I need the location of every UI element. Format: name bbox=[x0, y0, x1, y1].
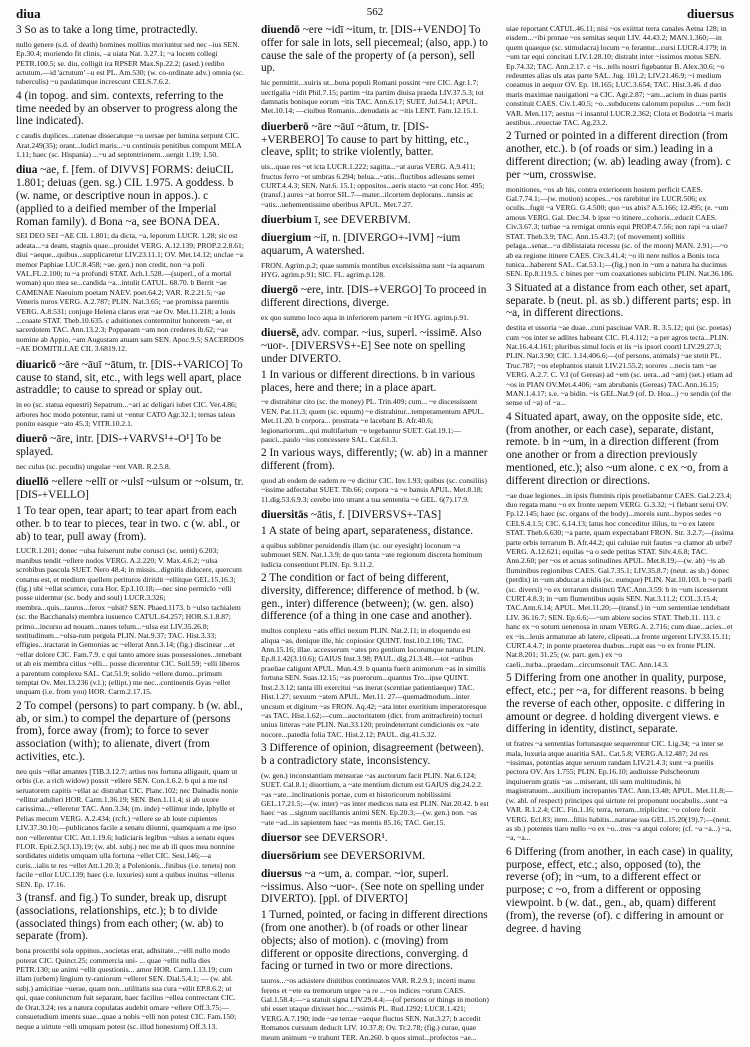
definition-text bbox=[16, 359, 244, 397]
headword: diuaricō bbox=[16, 358, 57, 371]
definition-text: 2 The condition or fact of being different, diversity, difference; difference of method. b (w. gen., inter) difference (between); (w. gen. also) difference (of a thing in one case and another). bbox=[261, 572, 480, 623]
headword: diuerō bbox=[16, 433, 48, 446]
definition-text: 1 To tear open, tear apart; to tear apart from each other. b to tear to pieces, tear in two. c (w. abl., or ab) to tear, pull away (from). bbox=[16, 504, 240, 543]
headword: diuerberō bbox=[261, 120, 309, 133]
definition-text bbox=[261, 509, 489, 522]
entry-body: ~āre ~āuī ~ātum, tr. [DIS-+VERBERO] To cause to part by hitting, etc., cleave, split; to strike violently, batter. bbox=[261, 120, 470, 159]
citation-block: a quibus sublitter peruidendis illam (sc. our eyesight) loconum ~a submouet SEN. Nat.1.3.9; de quo tanta ~ate regionum discreta hominum iudicia consentiunt PLIN. Ep. 9.11.2. bbox=[261, 540, 483, 569]
definition-text bbox=[261, 327, 489, 365]
definition-text bbox=[261, 868, 489, 906]
citation-block: quod ab eodem de eadem re ~e dicitur CIC. Inv.1.93; quibus (sc. consiliis) ~issime adfectabat SUET. Tib.66; corpora ~a ~e bansis APUL. Met.8.18; 11.dig.53.6.9.3; cerebo into utrant a tua sententia ~e GEL. 6(7).17.9. bbox=[261, 476, 487, 504]
entry-body: adv. compar. ~ius, superl. ~issimē. Also ~uor-. [DIVERSVS+-E] See note on spelling under DIVERTO. bbox=[261, 327, 482, 366]
entry-body: see DEVERSORIVM. bbox=[320, 849, 426, 862]
definition-text: 3 Situated at a distance from each other, set apart, separate. b (neut. pl. as sb.) different parts; esp. in ~a, in different directions. bbox=[506, 281, 732, 320]
dictionary-entry bbox=[261, 232, 489, 279]
dictionary-entry bbox=[261, 868, 489, 1042]
dictionary-entry bbox=[506, 24, 734, 935]
citation-block: (w. gen.) inconstantiam mensurae ~as auctorum facit PLIN. Nat.6.124; SUET. Cal.8.1; diuortium, a ~ate mentium dictum est GAIUS dig.24.2.2. ~as ~ate...inclinationis portae, cum et historicorum nobilissimi GEL.17.21.5;—(w. inter) ~as inter medicos nata est PLIN. Nat.20.42. b est haec ~as ...signum uacillantis animi SEN. Ep.20.3;—(w. gen.) non. ~as ~ate ~ad...in sapientem haec ~as mentis 85.16; TAC. Ger.15. bbox=[261, 770, 489, 827]
dictionary-entry bbox=[16, 164, 244, 353]
definition-text: 4 Situated apart, away, on the opposite side, etc. (from another, or each case), separate, distant, remote. b in ~um, in a direction different (from one another or from a direction previously mentioned, etc.); also ~um alone. c ex ~o, from a different direction or directions. bbox=[506, 410, 729, 487]
headword: diuendō bbox=[261, 24, 300, 36]
citation-block: ~ae duae legiones...in ipsis fluminis ripis proeliabantur CAES. Gal.2.23.4; duo regata manu ~o ex fronte uepem VERG. G.3.32; ~i flebant serui OV. Fp.12.145; haec (sc. organs of the body)...moreis sunt...bypos sedes ~o CELS.4.1.5; CIC. 6.14.13; latus hoc conceditur ililus, tu ~o ex latere STAT. Theb.6.630; ~a parte, quam expectabant FRON. Str. 3.2.7;—(issima parte orbis terrarum B. Afr.44.2; qui caluiae ruit fautus ~a clamor ab urbe? VERG. A.12.621; equilas ~a o sede petitas STAT. Silv.4.6.8; TAC. Ann.2.60; per ~os et acuas solitudines APUL. Met.8.19;—(w. ab) ~is ab fluminibus regionibus CAES. Gal.7.35.1; LIV.35.8.7; (neut. as sb.) donec (perdix) in ~um abducat a nidis (sc. eumque) PLIN. Nat.10.103. b ~o parli (sc. diversi) ~o ex terrarum distincti TAC.Ann.3.59. b in ~um iscesserunt CURT.4.8.3; in ~um flumentibus aquis SEN. Nat.3.11.2; COL.3.15.4; TAC.Ann.6.14; APUL. Met.11.20;—(transf.) in ~um sententiae tendebant LIV. 36.16.7; SEN. Ep.6.6;—~um abiere socios STAT. Theb.11. 113. c hanc ex ~o sotum uenenosa in unam VERG.A. 2.716; cum duae...acies...et ex ~is...leuis armaturae ab latere, clipeati...a fronte urgerent LIV.33.15.11; CURT.4.4.7; in ponte praeterea duabus...rupit eas ~o ex fronte PLIN. Nat.8.201; 31.25; (w. part. gen.) ex ~o caeli...turba...praedam...circumsonuit TAC. Ann.14.3. bbox=[506, 490, 734, 669]
dictionary-entry bbox=[261, 214, 489, 227]
left-running-head: diua bbox=[16, 6, 41, 21]
headword: diuerbium bbox=[261, 214, 312, 227]
headword: diuergō bbox=[261, 284, 299, 297]
citation-block: LUCR.1.201; donec ~ulsa fuiserunt nube corusci (sc. uenti) 6.203; manibus tendit ~ellere nodos VERG. A.2.220; V. Max.4.6.2; ~ulsa scrobibus pascula SUET. Nero 48.4; in missis...dignitis diducere, quercum conatus est, et medium quellem perituros diritdit ~ellitque GEL.15.16.3; (fig.) ubi ~ellat scumce, cura Hor. Ep.I.10.18;—nec sine permiclo ~elli posse uiderntur (sc. body and soul) LUCR.3.326; membra...quis...tauros...ferox ~ulsit? SEN. Phaed.1173. b ~ulso tachialem (sc. the Bacchanals) membra iusuenco CATUL.64.257; HOR.S.1.8.87; primo...incursu ad nouam...naues telum...~ulsa est LIV.35.26.8; testitudinum...~olsa-rum pergula PLIN. Nat.9.37; TAC. Hist.3.33; effigies...tractarat in Gemonias ac ~ellerat Ann.3.14; (fig.) discinear ...et ~ellar dolore CIC. Fam.7.9. c qui tanto amore suas possessiones...tenebant ut ab eis membra citius ~elli... posse dicerentur CIC. Sull.59; ~elli liberos a parentum complexu SAL. Cat.51.9; solido ~ellere dumo...primum temptat Ov. Met.13.236 (v.l.); (ellipt.) me nec...continentis Gyas ~ellet unquam (i.e. from you) HOR. Carm.2.17.15. bbox=[16, 546, 242, 697]
citation-block: bona proscribi sola oppinus...societas erat, adhsitate...~elli nullo modo poterat CIC. Quinct.25; commercia uni- ... quae ~ellit nulla dies PETR.130; ue animi ~ellit questionis... amor HOR. Carm.1.13.19; cum illam (urbem) lingium ty-raniorum ~elleret SEN. Dial.5.4.1; — (w. abl. subj.) amicitiae ~uerae, quam non...utilitatis sua cura ~ellit EP.8.6.2; ut qui, quae coniunctum fuit separant, haec facilius ~ellea contrectant CIC. de Orat.3.24; res a natura copulatas audebit ornare ~ellere Off.3.75;—consuetudium iments suae...quae a nobis ~elli non potest CIC. Fam.150; neque a uirtute ~elli umquam potest (sc. illud honestum) Off.3.13. bbox=[16, 946, 237, 1031]
dictionary-entry bbox=[16, 433, 244, 471]
definition-text: 5 Differing from one another in quality, purpose, effect, etc.; per ~a, for different reasons. b being the reverse of each other, opposite. c differing in amount or degree. d holding divergent views. e differing in identity, distinct, separate. bbox=[506, 672, 727, 736]
entry-body: ~a ~um, a. compar. ~ior, superl. ~issimus. Also ~uor-. (See note on spelling under DIVERTO). [ppl. of DIVERTO] bbox=[261, 867, 485, 906]
definition-text bbox=[261, 214, 489, 227]
definition-text bbox=[16, 476, 244, 502]
citation-block: hic permittit...xuiris ut...bona populi Romani possint ~ere CIC. Agr.1.7; uectigalia ~idit Phil.7.15; partim ~ita partim diuisa praeda LIV.37.5.3; tot damnatis bonisque eorum ~itis TAC. Ann.6.17; SUET. Jul.54.1; APUL. Met.10.14; —ciuibus Romanis...denudatis ac ~itis LENT. Fam.12.15.1. bbox=[261, 78, 484, 116]
definition-text: 2 In various ways, differently; (w. ab) in a manner different (from). bbox=[261, 447, 488, 473]
dictionary-entry bbox=[261, 327, 489, 504]
dictionary-entry bbox=[261, 509, 489, 827]
citation-block: ex quo summo loco aqua in inferiorem partem ~it HYG. agrim.p.91. bbox=[261, 313, 469, 323]
definition-text bbox=[261, 832, 489, 845]
headword: diuersus bbox=[261, 867, 302, 880]
definition-text bbox=[261, 121, 489, 159]
entry-body: ī, see DEVERBIVM. bbox=[311, 214, 411, 227]
citation-block: destita et ussoria ~ae duae...cuni pasciuae VAR. R. 3.5.12; qui (sc. poetas) cum ~os inter se adlites habeant CIC. Fl.4.112; ~a per agros tecta...PLIN. Nat.16.4.4.161; pluribus simul locis et iis ~is ipsori coortl LIV.29.27.3; PLIN. Nat.3.90; CIC. 1.14.406.6;—(of persons, animals) ~ae stetit PL. Truc.787; ~os elephantos statuit LIV.21.55.2; sorores ...necis tam ~ae VERG. A.2.7. C. V.I (of Gereas) ad ~em (sc. uera...ad ~am) (set.) etiam ad ~os in PIAN OV.Met.4.406; ~am abrubanis (Gereas) TAC.Ann.16.15; MAN.1.4.17; s.e. ~a bidin. ~is GEL.Nat.9 (of. D. Hoa...) ~o sendis (of the sense of ~a) of ~a... bbox=[506, 323, 733, 408]
citation-block: multos conplexu ~atis effici nexum PLIN. Nat.2.11; in eloquendo est aliqua ~as, denique ille, hic copiosior QUINT. Inst.10.2.106; TAC. Ann.15.16; illae. accesserum ~ates pro gentium locorumque natura PLIN. Ep.8.1.42(3.10.6); GAIUS Inst.3.98; PAUL. dig.21.3.48.—tot ~atibus praeliae caligunt APUL. Mun.4.9. b quanta fuerit animorum ~as in similis fortuna SEN. Suas.12.15; ~as puerorum...quantus Tro...ipse QUINT. Inst.2.3.12; tanta illi exercitui ~as inerat (scentiae patientiaeque) TAC. Hist.1.27; sexuum ~atem APUL. Met.11. 27—quemadmodum...inter uncsum et digitum ~as FRON. Aq.42; ~ata inter exeritium imperatoresque ~as TAC. Hist.1.62;—cum...auctoritatem (dict. from anitrachrein) tocturi unius litteras ~ate PLIN. Nat.33.120; proindeterrant condicionis ex ~ate nocore...patedla folia TAC. Hist.2.12; PAUL. dig.41.5.32. bbox=[261, 626, 487, 739]
definition-text bbox=[261, 232, 489, 258]
definition-text: 3 Difference of opinion, disagreement (between). b a contradictory state, inconsistency. bbox=[261, 742, 484, 767]
headword: diuellō bbox=[16, 476, 49, 489]
column-middle bbox=[261, 24, 489, 1047]
citation-block: uis...quae res ~et icta LUCR.1.222; sagitta...~at auras VERG. A.9.411; fructus ferro ~et umbras 6.294; belua...~atis...fluctibus adleuans semet CURT.4.4.3; SEN. Nat.6. 15.1; oppositos...aeris stacto ~at conc Hor. 495; (transf.) aures ~at horror SIL.7—mater...ilcortem deplorans...tunsis ac ~atis...uehementissime uberibus APUL. Met.7.27. bbox=[261, 162, 485, 209]
entry-body: ~ātis, f. [DIVERSVS+-TAS] bbox=[308, 509, 442, 522]
entry-body: ~ae, f. [fem. of DIVVS] FORMS: deiuCIL 1.801; deiuas (gen. sg.) CIL 1.975. A goddess. b (w. name, or descriptive noun in appos.). c (applied to a deified member of the Imperial Roman family). d Bona ~a, see BONA DEA. bbox=[16, 164, 234, 228]
citation-block: tauros...~os adsistere diuitibus continuatos VAR. R.2.9.1; incerti manu ferens et ~ete ea tremorum urgee ~a re ...~os indices ~orum CAES. Gal.1.58.4;—~a statuit signa LIV.29.4.4;—(of persons or things in motion) ubi esset utaque dixisset hoc...~ssimis PL. Rud.1292; LUCR.1.421; VERG.A.7.190; inde ~ae terrae ~aeque fluctus SEN. Nat.3.27; b accedit Romanos cursuum deducit LIV. 10.37.8; Ov. Tr.2.78; (fig.) curae, quae meum animum ~e trahunt TER. An.260. b quos simul...profectos ~ae... bbox=[261, 976, 489, 1042]
definition-text bbox=[16, 433, 244, 459]
citation-block: ~e distrahitur cito (sc. the money) PL. Trin.409; cum... ~e discessissent VEN. Pat.11.3; quem (sc. equum) ~e distrahitur...temperamentum APUL. Met.11.20. b corpora... prostrata ~e lacebant B. Afr.40.6; legionariorum...qui multifarium ~e tegebantur SUET. Gal.19.1;—pauci...paulo ~ius concessere SAL. Cat.61.3. bbox=[261, 397, 484, 445]
definition-text bbox=[261, 284, 489, 310]
dictionary-entry bbox=[261, 24, 489, 116]
definition-text: 6 Differing (from another, in each case) in quality, purpose, effect, etc.; also, opposed (to), the reverse (of); in ~um, to a different effect or purpose; c ~o, from a different or opposing viewpoint. b (w. dat., gen., ab, quam) different (from), the reverse (of). c differing in amount or degree. d having bbox=[506, 845, 733, 935]
entry-body: see DEVERSOR¹. bbox=[301, 832, 388, 845]
citation-block: c caudis duplices...catenae dissecatque ~u uersae per lumina serpunt CIC. Arat.249(35); orant...ludicl maris...~u continuis penitibus compunt MELA 1.11; haec (sc. Hispania) ...~u ad septentrionem...uergit 1.19; 1.50. bbox=[16, 131, 242, 160]
column-right bbox=[506, 24, 734, 1047]
definition-text: 1 Turned, pointed, or facing in different directions (from one another). b (of roads or other linear objects; also of motion). c (moving) from different or opposite directions, converging. d facing or turned in two or more directions. bbox=[261, 909, 488, 973]
dictionary-entry bbox=[261, 850, 489, 863]
dictionary-entry bbox=[16, 476, 244, 1031]
dictionary-columns bbox=[16, 24, 734, 1042]
definition-text bbox=[16, 164, 244, 228]
definition-text: 1 A state of being apart, separateness, distance. bbox=[261, 525, 474, 538]
citation-block: neu quis ~ellat amantes [TIB.3.12.7; artius nos fortuna alligauit, quam ut orbis (i.e. a rich widow) possit ~ellere SEN. Con.1.6.2. b qui a me nsl seruatorem capitis ~ellat ac distrahat CIC. Planc.102; nec Dainadis nonie ~ellitur adulteri HOR. Carm.1.36.19; SEN. Ben.1.11.4; si ab uxore carissima...~elleretur TAC. Ann.3.34; (m. inde) ~ellimur inde, lphylle et Pelias mecum VERG. A.2.434; (rcft.) ~ellere se ab loste cupientes LIV.37.30.10;—publicanos facile a senatu diiunni, quamquam a me ipso non ~ellerentur CIC. Att.1.19.6; ludiciaris legibus ~ulsus a senatu eques FLOR. Epit.2.5(3.13).19; (w. abl. subj.) nec me ab ili quos mea nonnine sordidates uidetis umquam ulla fortuna ~ellet CIC. Sest.146;—a curis...ialis te res ~ellet Att.1.20.3; a Polenionis...finibus (i.e. tenets) non facile ~ellor LUC.139; haec (i.e. luxuries) sunt a quibus inuitus ~ellerus SEN. Ep. 17.16. bbox=[16, 766, 238, 889]
citation-block: ut fratres ~a sententias fortunasque sequerentur CIC. Lig.34; ~a inter se mala, luxuria atque auaritia SAL. Cat.5.8; VERG.A.12.487; 2d res ~issimas, potentias atque seruum randam LIV.21.4.3; sunt ~a pueilis pectora OV. Ars 1.755; PLIN. Ep.16.10; audiuisse Pulscheorum inquiuerum gratis ~as ...miserant, tili sum multitudinis, hi magistratuum...auxilium increpantes TAC. Ann.13.48; APUL. Met.11.8;—(w. abl. of respect) principes qui uirtute rei proponunt uocabulis...sunt ~a VAR. R.1.2.4; CIC. Fin.1.16; terra, terram...tripliciter. ~o colore fecit VERG. Ecl.83; item...filiis habitis...naturae sua GEL.15.20(19).7;—(neut. as sb.) potentes tiaro nullo ~o ex ~o...tres ~a atqui colore; (cf. ~a ~a...) ~a, ~a, ~a... bbox=[506, 739, 733, 843]
definition-text: 3 So as to take a long time, protractedly. bbox=[16, 24, 198, 36]
dictionary-entry bbox=[261, 284, 489, 322]
definition-text: 4 (in topog. and sim. contexts, referring to the time needed by an observer to progress along the line indicated). bbox=[16, 89, 238, 128]
citation-block: FRON. Agrim.p.2; quae summis montibus excelsissima sunt ~ia aquarum HYG. agrim.p.91; SIC. FL. agrim.p.128. bbox=[261, 260, 485, 280]
right-running-head: diuersus bbox=[687, 6, 734, 21]
citation-block: SEI DEO SEI ~AE CIL 1.801; da dicta, ~a, leporum LUCR. 1.28; sic est adeata...~a deam, stagnis quae...prouidet VERG. A.12.139; PROP.2.2.8.61; diui ~aeque...quibus...supplicaretur LIV.23.11.1; OV. Met.14.12; unclae ~a memor Paphiae LUC.8.458; ~ae. gen.) non credit, non ~a poli VAL.FL.2.100; tu ~a profundi STAT. Ach.1.528.—(superl., of a mortal woman) quo mea se...candida ~a...intulit CATUL. 68.70. b Berrit ~ae CAMENAE Naeuium poetam NAEV. poet.64.2; VAR. R.2.21.5; ~ae Veneris nuros VERG. A.2.787; PLIN. Nat.3.65; ~ae promissa parentis VERG. A.8.531; conjuge Helena clarus erat ~ae Ov. Met.11.218; a louis ...coaate STAT. Theb.10.635. c aduitiones contemnitur honorem ~ae, et sacerdotem TAC. Ann.13.2.3; Poppaeam ~am non crederes ib.62; ~ae nomine ab Appio, ~am Augustam atuam sam SEN. Apoc.9.5; SACERDOS ~AE DOMITILLAE CIL 3.6819.12. bbox=[16, 231, 244, 354]
headword: diua bbox=[16, 164, 38, 177]
definition-text: 2 To compel (persons) to part company. b (w. abl., ab, or sim.) to compel the departure of (persons from), force away (from); to force to sever association (with); to alienate, divert (from activities, etc.). bbox=[16, 699, 243, 763]
entry-body: ~iī, n. [DIVERGO+-IVM] ~ium aquarum, A watershed. bbox=[261, 232, 461, 257]
entry-body: ~ellere ~ellī or ~ulsī ~ulsum or ~olsum, tr. [DIS-+VELLO] bbox=[16, 476, 244, 502]
definition-text: 2 Turned or pointed in a different direction (from another, etc.). b (of roads or sim.) leading in a different direction; (w. ab) leading away (from). c per ~um, crosswise. bbox=[506, 130, 731, 181]
definition-text: 3 (transf. and fig.) To sunder, break up, disrupt (associations, relationships, etc.); b to divide (associated things) from each other; (w. ab) to separate (from). bbox=[16, 892, 227, 943]
page-number: 562 bbox=[366, 6, 384, 18]
headword: diuersē, bbox=[261, 327, 299, 340]
headword: diuergium bbox=[261, 232, 312, 245]
entry-body: ~āre ~āuī ~ātum, tr. [DIS-+VARICO] To cause to stand, sit, etc., with legs well apart, place astraddle; to cause to spread or splay out. bbox=[16, 358, 243, 397]
dictionary-entry bbox=[16, 359, 244, 429]
column-left bbox=[16, 24, 244, 1047]
entry-body: ~āre, intr. [DIS-+VARVS¹+-O¹] To be splayed. bbox=[16, 433, 222, 459]
headword: diuersitās bbox=[261, 509, 309, 522]
entry-body: ~ere, intr. [DIS-+VERGO] To proceed in different directions, diverge. bbox=[261, 284, 487, 310]
citation-block: uiae reportant CATUL.46.11; nisi ~os exiittat terra canales Aetna 128; in eisdem...~ibi pronae ~os semitas sequit LIV. 44.43.2; MAN.1.360;—in quem quaeque (sc. stimulacra) locum ~o ferantur...cursi LUCR.4.179; in ~um tar equi concitati LIV.1.28.10; distraht inter ~issimos motus SEN. Ep.74.32; TAC. Ann.2.17. c ~is...tells nostri figebantur B. Alex.30.6; ~o redeuntes alias uls atas parte SAL. Jug. 101.2; LIV.21.46.9; ~i medium coeamus in aequor OV. Ep. 18.165; LUC.3.654; TAC. Hist.3.46. d duo maris maximae nauigationi ~a CIC. Agr.2.87; ~am...acium in duas partis constituit CAES. Civ.1.40.5; ~o...subducens calonum populus ...~um fecit VAR. Men.117; aestus ~i insantul LUCR.2.362; Clota et Bodotria ~i maris aestibus...reuectae TAC. Ag.23.2. bbox=[506, 24, 733, 128]
headword: diuersor bbox=[261, 832, 302, 845]
citation-block: monitiones, ~os ab his, contra exteriorem hostem perficit CAES. Gal.7.74.1;—(w. motion) scopes...~os rarebitur ire LUCR.506; ex oculis...fugit ~a VERG. G.4.500; quo ~us abis? A.5.166; 12.495; (e. ~um amous VERG. Gal. Dec.34. b ipse ~o itinere...cohoris...educit CAES. Civ.3.67.3; turbae ~a remigat omnis equi PROP.4.7.56; non rapi ~a uiae? STAT. Theb.3.9; TAC. Ann.15.43.7; (of movement) sollitis pelaga...senat...~a diblistaiata recessu (sc. of the moon) MAN. 2.91;—~o ab ea regione itinere CAES. Civ.3.41.4; ~o ili nere nullos a Bonis toca tunica...haberent SAL. Cat.53.1;—(fig.) non in ~um a natura ha ducimus SEN. Ep.8.119.5. c bines per ~um coaxationes subicirtu PLIN. Nat.36.186. bbox=[506, 184, 734, 279]
page-header bbox=[16, 6, 734, 22]
definition-text: 1 In various or different directions. b in various places, here and there; in a place apart. bbox=[261, 368, 476, 394]
citation-block: nec culus (sc. pecudis) ungulae ~ent VAR. R.2.5.8. bbox=[16, 461, 171, 471]
dictionary-entry bbox=[16, 24, 244, 159]
dictionary-entry bbox=[261, 832, 489, 845]
citation-block: in eo (sc. statua equestri) Sepatrum...~ari ac deligari iubet CIC. Ver.4.86; arbores hoc modo potentur, rami ut ~entur CATO Agr.32.1; ternas taleas ponito easque ~ato 45.3; VITR.10.2.1. bbox=[16, 400, 237, 428]
dictionary-entry bbox=[261, 121, 489, 209]
definition-text bbox=[261, 850, 489, 863]
entry-body: ~ere ~idī ~itum, tr. [DIS-+VENDO] To offer for sale in lots, sell piecemeal; (also, app.) to cause the sale of the property of (a person), sell up. bbox=[261, 24, 488, 75]
definition-text bbox=[261, 24, 489, 75]
citation-block: nullo genere (s.d. of death) homines mollius moriuntur sed nec –ius SEN. Ep.30.4; moriendo fit clinis, –a uiata Nat. 3.27.1; ~a locem collegi PETR.100.5; se. diu, colligit ira RPSER Max.Sp.22.2; (ased.) redibo actutum.—id 'actutum' –u est PL. Am.530; (w. co-ordinate adv.) omnia (sc. tuberculis) ~u paulatimque increscunt CELS.7.6.2. bbox=[16, 39, 244, 87]
headword: diuersōrium bbox=[261, 849, 321, 862]
